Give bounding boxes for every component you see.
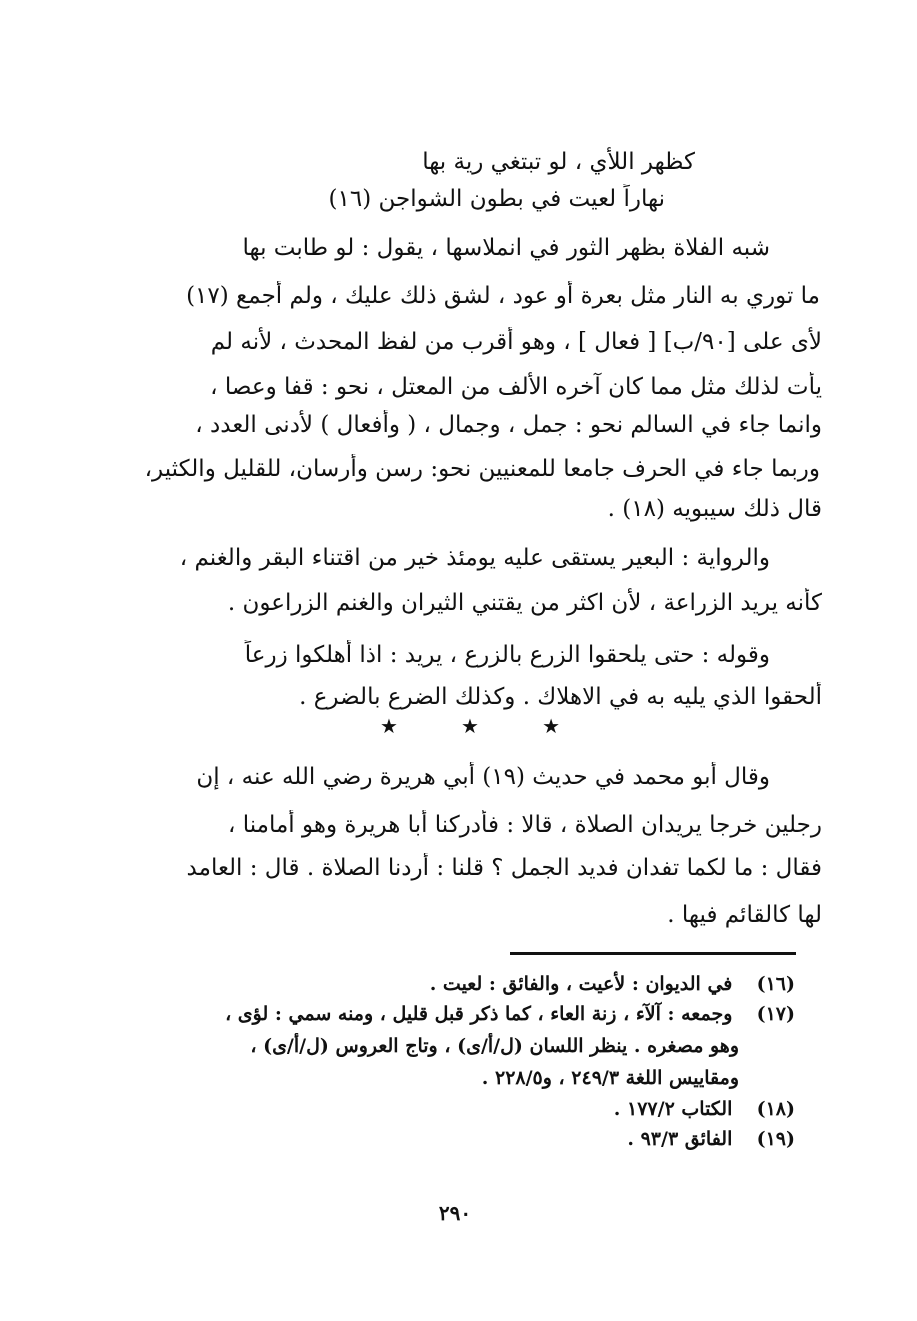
body-line: شبه الفلاة بظهر الثور في انملاسها ، يقول : لو طابت بها xyxy=(242,235,770,261)
footnote-number: (١٩) xyxy=(756,1128,795,1150)
body-line: ألحقوا الذي يليه به في الاهلاك . وكذلك الضرع بالضرع . xyxy=(299,684,822,710)
body-line: وربما جاء في الحرف جامعا للمعنيين نحو: رسن وأرسان، للقليل والكثير، xyxy=(144,456,820,482)
star-icon: ★ xyxy=(542,714,560,738)
star-icon: ★ xyxy=(461,714,479,738)
footnote-number: (١٨) xyxy=(756,1098,795,1120)
body-line: وانما جاء في السالم نحو : جمل ، وجمال ، ( وأفعال ) لأدنى العدد ، xyxy=(195,412,822,438)
footnote-text: وجمعه : آلآء ، زنة العاء ، كما ذكر قبل قليل ، ومنه سمي : لؤى ، xyxy=(225,1003,733,1025)
body-line: وقوله : حتى يلحقوا الزرع بالزرع ، يريد : اذا أهلكوا زرعاً xyxy=(244,642,770,668)
body-line: ما توري به النار مثل بعرة أو عود ، لشق ذلك عليك ، ولم أجمع (١٧) xyxy=(186,283,820,309)
body-line: وقال أبو محمد في حديث (١٩) أبي هريرة رضي الله عنه ، إن xyxy=(196,764,770,790)
body-line: لها كالقائم فيها . xyxy=(667,902,822,928)
footnote-19 xyxy=(540,1126,795,1152)
footnote-number: (١٧) xyxy=(756,1003,795,1025)
star-icon: ★ xyxy=(380,714,398,738)
footnote-16 xyxy=(300,971,795,997)
footnote-text: الفائق ٩٣/٣ . xyxy=(627,1128,733,1150)
footnote-text: في الديوان : لأعيت ، والفائق : لعيت . xyxy=(429,973,733,995)
body-line: فقال : ما لكما تفدان فديد الجمل ؟ قلنا : أردنا الصلاة . قال : العامد xyxy=(186,855,822,881)
section-separator xyxy=(380,714,560,738)
footnote-17-cont: وهو مصغره . ينظر اللسان (ل/أ/ى) ، وتاج العروس (ل/أ/ى) ، xyxy=(250,1035,739,1057)
body-line: كأنه يريد الزراعة ، لأن اكثر من يقتني الثيران والغنم الزراعون . xyxy=(227,590,822,616)
body-line: قال ذلك سيبويه (١٨) . xyxy=(607,496,822,522)
body-line: لأى على [٩٠/ب] [ فعال ] ، وهو أقرب من لفظ المحدث ، لأنه لم xyxy=(210,329,822,355)
footnote-rule xyxy=(510,952,796,955)
footnote-17-cont: ومقاييس اللغة ٢٤٩/٣ ، و٢٢٨/٥ . xyxy=(481,1067,739,1089)
body-line: رجلين خرجا يريدان الصلاة ، قالا : فأدركنا أبا هريرة وهو أمامنا ، xyxy=(227,812,822,838)
footnote-number: (١٦) xyxy=(756,973,795,995)
footnote-text: الكتاب ١٧٧/٢ . xyxy=(613,1098,733,1120)
footnote-18 xyxy=(540,1096,795,1122)
page-number: ٢٩٠ xyxy=(438,1201,472,1225)
poem-line-2: نهاراً لعيت في بطون الشواجن (١٦) xyxy=(328,186,665,212)
body-line: والرواية : البعير يستقى عليه يومئذ خير من اقتناء البقر والغنم ، xyxy=(179,545,770,571)
body-line: يأت لذلك مثل مما كان آخره الألف من المعتل ، نحو : قفا وعصا ، xyxy=(210,374,822,400)
poem-line-1: كظهر اللأي ، لو تبتغي رية بها xyxy=(422,149,695,175)
footnote-17 xyxy=(130,1001,795,1027)
